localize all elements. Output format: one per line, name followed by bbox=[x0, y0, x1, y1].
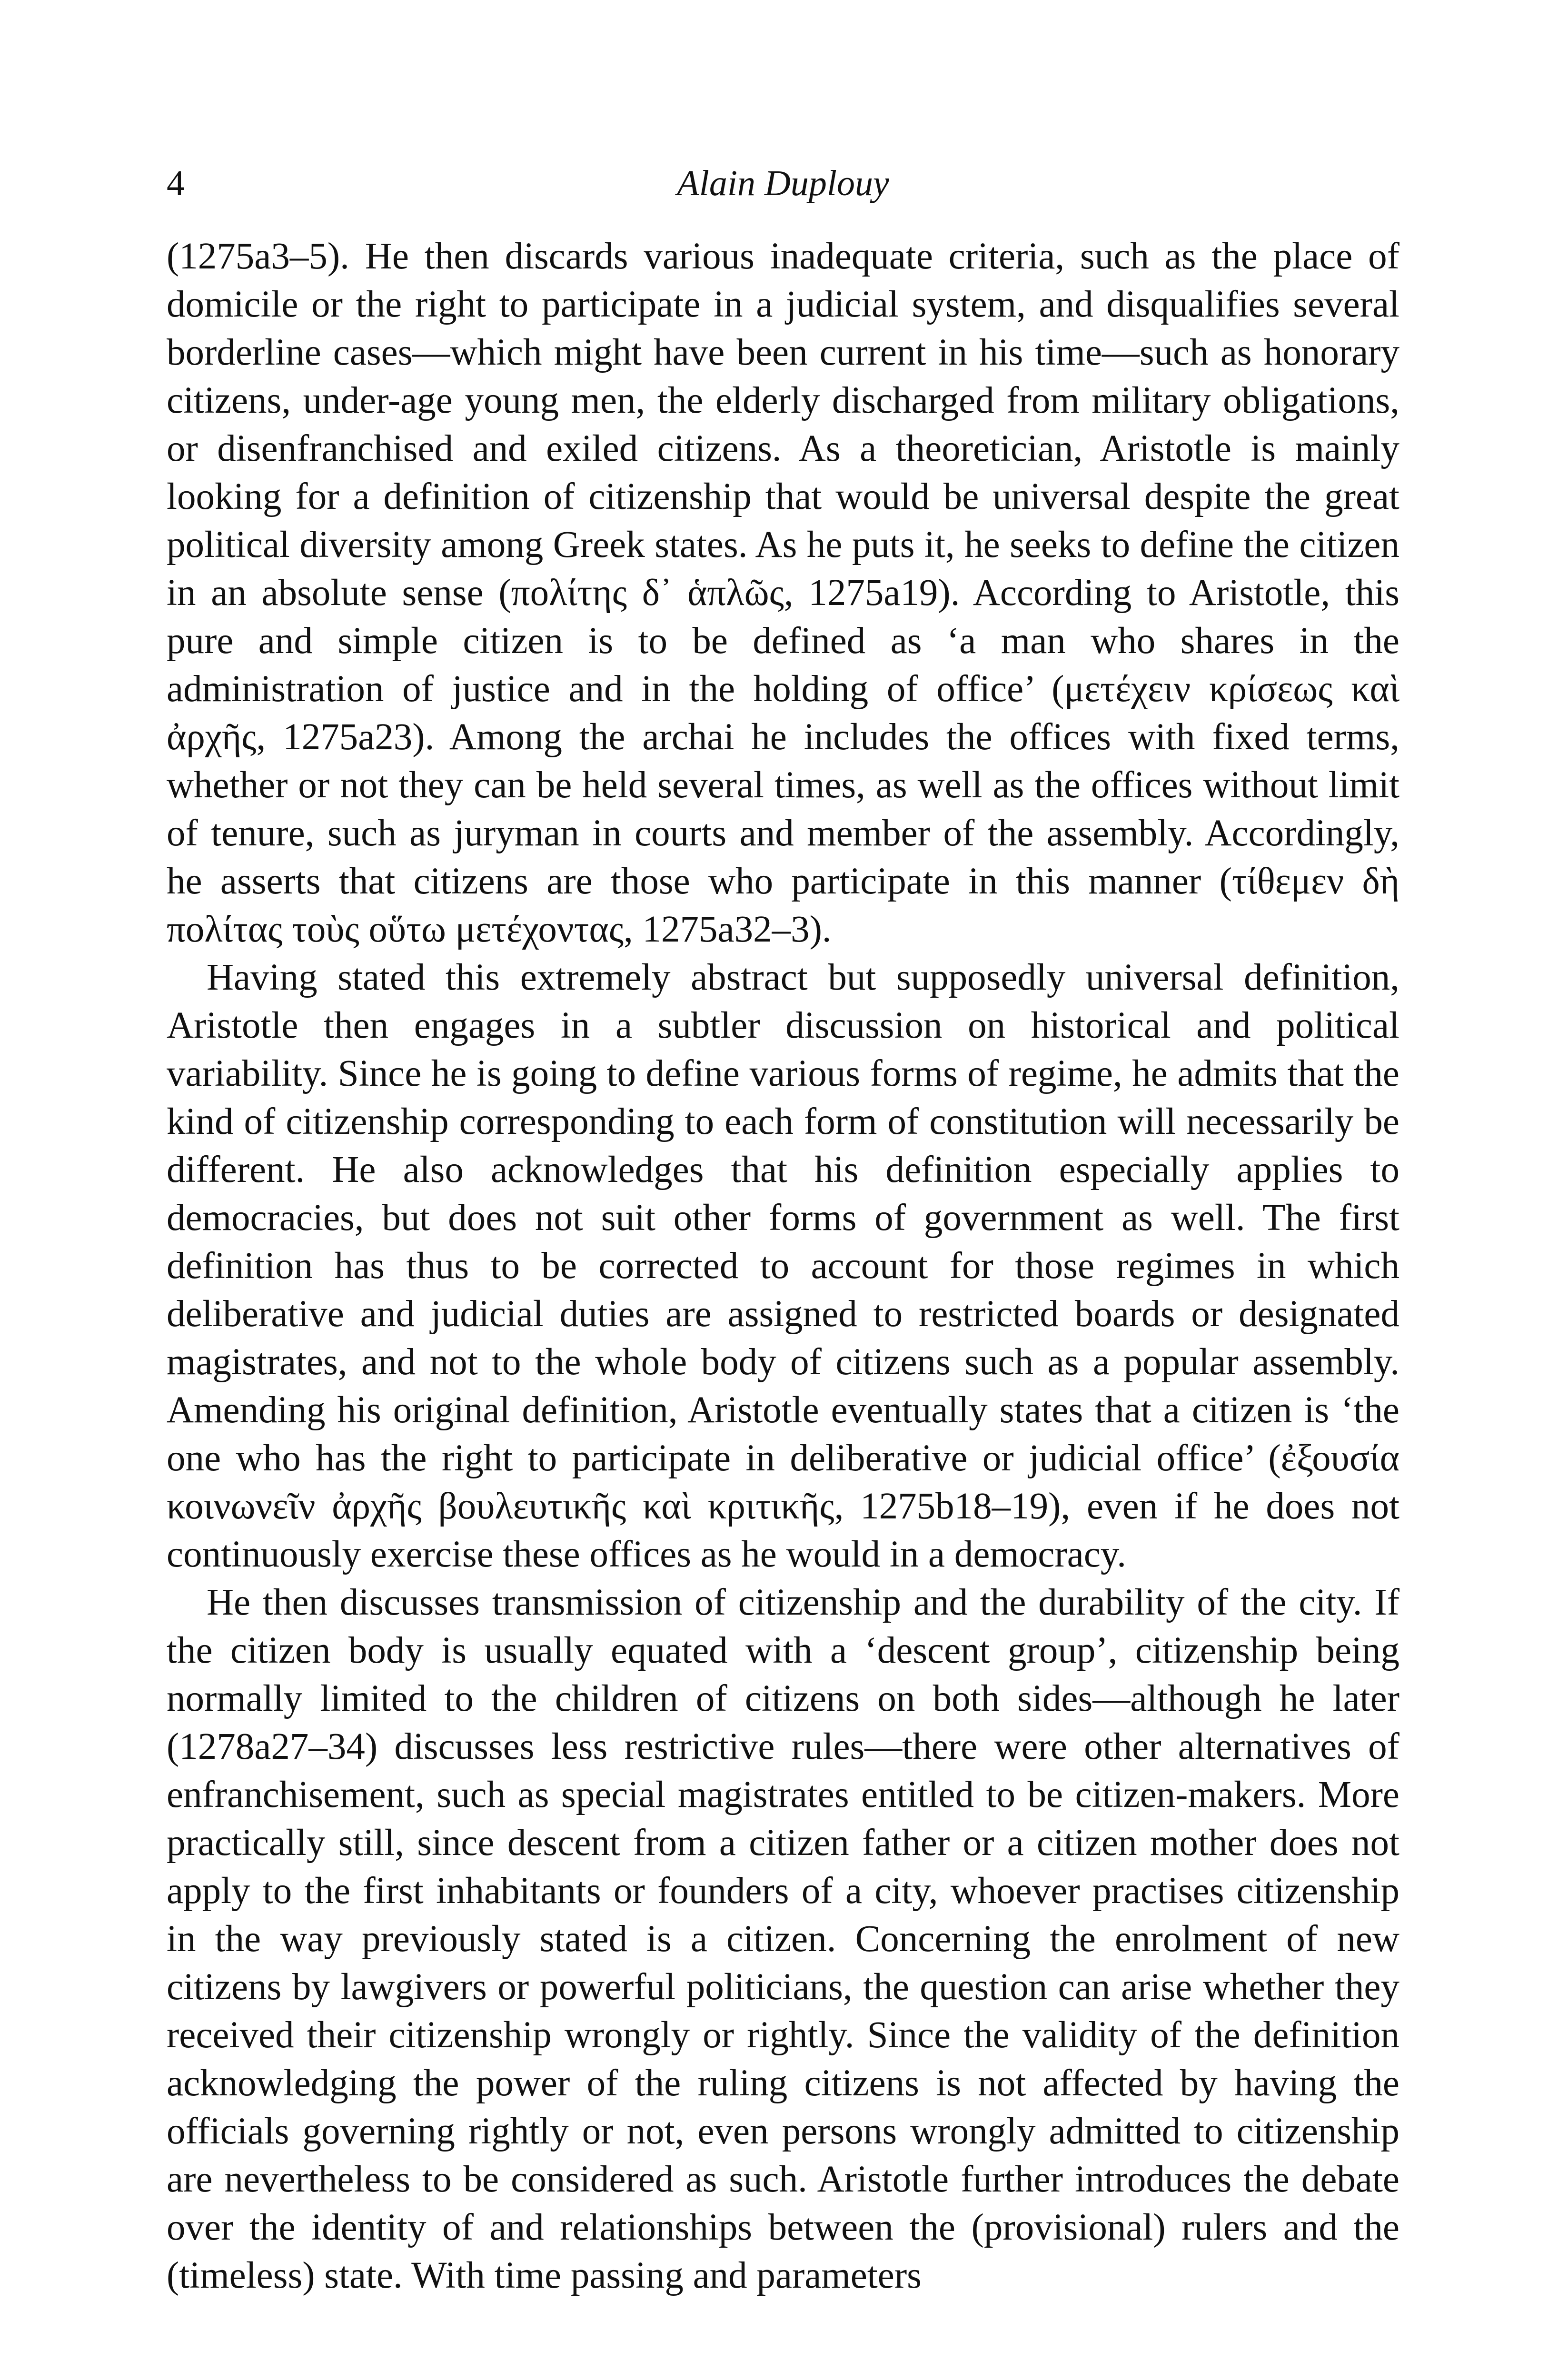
paragraph: (1275a3–5). He then discards various inadequate criteria, such as the place of domicile or the right to participate in a judicial system, and disqualifies several borderline cases—which might have been current in his time—such as honorary citizens, under-age young men, the elderly discharged from military obligations, or disenfranchised and exiled citizens. As a theoretician, Aristotle is mainly looking for a definition of citizenship that would be universal despite the great political diversity among Greek states. As he puts it, he seeks to define the citizen in an absolute sense (πολίτης δ᾽ ἁπλῶς, 1275a19). According to Aristotle, this pure and simple citizen is to be defined as ‘a man who shares in the administration of justice and in the holding of office’ (μετέχειν κρίσεως καὶ ἀρχῆς, 1275a23). Among the archai he includes the offices with fixed terms, whether or not they can be held several times, as well as the offices without limit of tenure, such as juryman in courts and member of the assembly. Accordingly, he asserts that citizens are those who participate in this manner (τίθεμεν δὴ πολίτας τοὺς οὕτω μετέχοντας, 1275a32–3). bbox=[167, 236, 1399, 950]
paragraph: He then discusses transmission of citizenship and the durability of the city. If the citizen body is usually equated with a ‘descent group’, citizenship being normally limited to the children of citizens on both sides—although he later (1278a27–34) discusses less restrictive rules—there were other alternatives of enfranchisement, such as special magistrates entitled to be citizen-makers. More practically still, since descent from a citizen father or a citizen mother does not apply to the first inhabitants or founders of a city, whoever practises citizenship in the way previously stated is a citizen. Concerning the enrolment of new citizens by lawgivers or powerful politicians, the question can arise whether they received their citizenship wrongly or rightly. Since the validity of the definition acknowledging the power of the ruling citizens is not affected by having the officials governing rightly or not, even persons wrongly admitted to citizenship are nevertheless to be considered as such. Aristotle further introduces the debate over the identity of and relationships between the (provisional) rulers and the (timeless) state. With time passing and parameters bbox=[167, 1582, 1399, 2296]
book-page bbox=[167, 0, 1399, 2380]
body-text bbox=[167, 232, 1399, 2300]
page-number: 4 bbox=[167, 163, 185, 203]
running-head bbox=[167, 157, 1399, 209]
running-title-author: Alain Duplouy bbox=[677, 163, 889, 203]
paragraph: Having stated this extremely abstract but supposedly universal definition, Aristotle then engages in a subtler discussion on historical and political variability. Since he is going to define various forms of regime, he admits that the kind of citizenship corresponding to each form of constitution will necessarily be different. He also acknowledges that his definition especially applies to democracies, but does not suit other forms of government as well. The first definition has thus to be corrected to account for those regimes in which deliberative and judicial duties are assigned to restricted boards or designated magistrates, and not to the whole body of citizens such as a popular assembly. Amending his original definition, Aristotle eventually states that a citizen is ‘the one who has the right to participate in deliberative or judicial office’ (ἐξουσία κοινωνεῖν ἀρχῆς βουλευτικῆς καὶ κριτικῆς, 1275b18–19), even if he does not continuously exercise these offices as he would in a democracy. bbox=[167, 957, 1399, 1575]
